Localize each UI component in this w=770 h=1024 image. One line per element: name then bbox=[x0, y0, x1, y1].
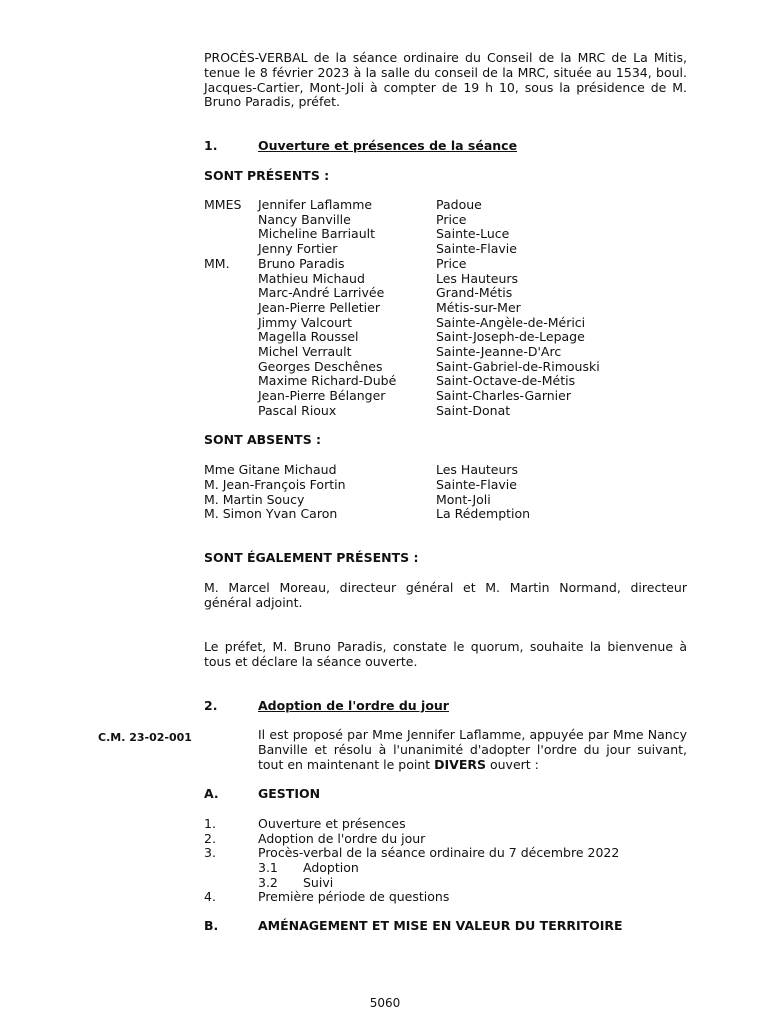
present-place: Saint-Donat bbox=[436, 402, 511, 418]
absent-heading: SONT ABSENTS : bbox=[204, 432, 322, 447]
section-b-title: AMÉNAGEMENT ET MISE EN VALEUR DU TERRITOIRE bbox=[258, 918, 623, 933]
absent-place: Sainte-Flavie bbox=[436, 476, 517, 492]
agenda-item-number: 3. bbox=[204, 845, 216, 861]
present-place: Grand-Métis bbox=[436, 285, 513, 301]
present-name: Maxime Richard-Dubé bbox=[258, 373, 397, 389]
present-place: Saint-Gabriel-de-Rimouski bbox=[436, 358, 600, 374]
agenda-subitem-number: 3.1 bbox=[258, 860, 278, 875]
resolution-text-part-1: Il est proposé par Mme Jennifer Laflamme, appuyée par Mme Nancy Banville et résolu à l'unanimité d'adopter l'ordre du jour suivant, tout en maintenant le point bbox=[258, 727, 687, 772]
present-name: Micheline Barriault bbox=[258, 226, 375, 242]
section-2-number: 2. bbox=[204, 698, 218, 713]
section-1-number: 1. bbox=[204, 138, 218, 153]
present-name: Jean-Pierre Bélanger bbox=[258, 388, 386, 404]
present-place: Price bbox=[436, 255, 467, 271]
agenda-item-text: Procès-verbal de la séance ordinaire du 7 décembre 2022 bbox=[258, 845, 620, 861]
present-name: Bruno Paradis bbox=[258, 255, 345, 271]
present-place: Padoue bbox=[436, 197, 482, 212]
present-name: Nancy Banville bbox=[258, 211, 351, 227]
resolution-divers: DIVERS bbox=[434, 756, 486, 772]
section-2-title: Adoption de l'ordre du jour bbox=[258, 698, 449, 713]
agenda-item-number: 4. bbox=[204, 889, 216, 904]
present-place: Price bbox=[436, 211, 467, 227]
page-number: 5060 bbox=[369, 996, 401, 1010]
absent-name: Mme Gitane Michaud bbox=[204, 462, 337, 477]
section-1-title: Ouverture et présences de la séance bbox=[258, 138, 518, 153]
present-place: Sainte-Luce bbox=[436, 226, 510, 242]
present-prefix-women: MMES bbox=[204, 197, 242, 212]
present-place: Saint-Charles-Garnier bbox=[436, 388, 571, 404]
present-place: Sainte-Jeanne-D'Arc bbox=[436, 344, 562, 359]
resolution-text-part-2: ouvert : bbox=[486, 756, 539, 772]
absent-name: M. Simon Yvan Caron bbox=[204, 506, 338, 522]
absent-place: Mont-Joli bbox=[436, 491, 491, 507]
present-name: Magella Roussel bbox=[258, 329, 359, 345]
resolution-code: C.M. 23-02-001 bbox=[98, 731, 192, 744]
agenda-item-text: Ouverture et présences bbox=[258, 816, 406, 831]
agenda-item-number: 2. bbox=[204, 830, 216, 846]
section-a-title: GESTION bbox=[258, 786, 321, 801]
agenda-subitem-number: 3.2 bbox=[258, 874, 278, 890]
resolution-text bbox=[258, 728, 687, 772]
present-place: Saint-Joseph-de-Lepage bbox=[436, 329, 585, 345]
section-a-number: A. bbox=[204, 786, 219, 801]
present-place: Saint-Octave-de-Métis bbox=[436, 373, 576, 389]
absent-name: M. Martin Soucy bbox=[204, 491, 305, 507]
present-name: Jennifer Laflamme bbox=[258, 197, 373, 212]
present-name: Michel Verrault bbox=[258, 344, 352, 359]
agenda-item-text: Première période de questions bbox=[258, 889, 450, 904]
also-present-text: M. Marcel Moreau, directeur général et M. Martin Normand, directeur général adjoint. bbox=[204, 580, 687, 610]
present-name: Georges Deschênes bbox=[258, 358, 383, 374]
present-place: Sainte-Flavie bbox=[436, 241, 517, 257]
absent-place: La Rédemption bbox=[436, 506, 531, 522]
absent-name: M. Jean-François Fortin bbox=[204, 476, 346, 492]
present-name: Pascal Rioux bbox=[258, 402, 337, 418]
present-name: Mathieu Michaud bbox=[258, 270, 365, 286]
absent-place: Les Hauteurs bbox=[436, 462, 519, 477]
present-name: Marc-André Larrivée bbox=[258, 285, 385, 301]
agenda-item-number: 1. bbox=[204, 816, 216, 831]
also-present-heading: SONT ÉGALEMENT PRÉSENTS : bbox=[204, 550, 419, 565]
intro-paragraph: PROCÈS-VERBAL de la séance ordinaire du Conseil de la MRC de La Mitis, tenue le 8 février 2023 à la salle du conseil de la MRC, située au 1534, boul. Jacques-Cartier, Mont-Joli à compter de 19 h 10, sous la présidence de M. Bruno Paradis, préfet. bbox=[204, 50, 687, 110]
quorum-text: Le préfet, M. Bruno Paradis, constate le quorum, souhaite la bienvenue à tous et déclare la séance ouverte. bbox=[204, 639, 687, 669]
present-place: Les Hauteurs bbox=[436, 270, 519, 286]
present-name: Jean-Pierre Pelletier bbox=[258, 299, 380, 315]
present-heading: SONT PRÉSENTS : bbox=[204, 168, 330, 183]
present-place: Métis-sur-Mer bbox=[436, 299, 521, 315]
present-name: Jenny Fortier bbox=[258, 241, 338, 257]
agenda-item-text: Adoption de l'ordre du jour bbox=[258, 830, 426, 846]
section-b-number: B. bbox=[204, 918, 219, 933]
present-prefix-men: MM. bbox=[204, 256, 230, 271]
present-place: Sainte-Angèle-de-Mérici bbox=[436, 314, 586, 330]
agenda-subitem-text: Adoption bbox=[303, 860, 359, 875]
present-name: Jimmy Valcourt bbox=[258, 314, 353, 330]
agenda-subitem-text: Suivi bbox=[303, 874, 334, 890]
